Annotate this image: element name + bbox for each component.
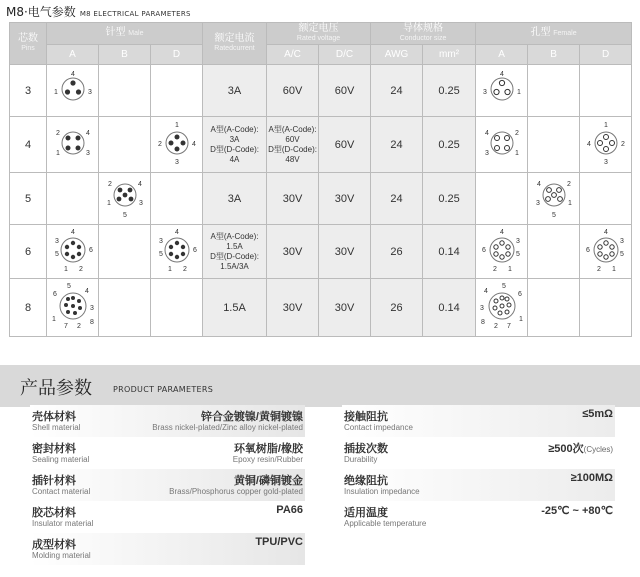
mm2: 0.25 — [423, 173, 476, 225]
header-ac: A/C — [267, 45, 319, 65]
pins-count: 3 — [10, 65, 47, 117]
connector-icon — [48, 121, 98, 165]
header-male-b: B — [99, 45, 151, 65]
female-a-3pin-diagram — [476, 65, 528, 117]
connector-icon — [477, 68, 527, 110]
voltage-dc: 60V — [319, 65, 371, 117]
svg-text:5: 5 — [54, 251, 59, 258]
svg-text:6: 6 — [518, 291, 522, 298]
header-mm2: mm² — [423, 45, 476, 65]
male-d-4pin-diagram — [151, 117, 203, 173]
pins-count: 4 — [10, 117, 47, 173]
svg-text:2: 2 — [182, 266, 187, 273]
svg-text:2: 2 — [596, 266, 601, 273]
header-rated-voltage: 额定电压 Rated voltage — [267, 23, 371, 45]
svg-text:8: 8 — [481, 319, 485, 326]
empty-cell — [99, 225, 151, 279]
svg-text:2: 2 — [77, 323, 81, 330]
male-a-8pin-diagram — [47, 279, 99, 337]
svg-text:1: 1 — [55, 150, 60, 157]
connector-icon — [477, 226, 527, 274]
svg-text:6: 6 — [53, 291, 57, 298]
svg-text:2: 2 — [157, 141, 162, 148]
empty-cell — [47, 173, 99, 225]
rated-current: A型(A-Code): 3A D型(D-Code): 4A — [203, 117, 267, 173]
connector-icon — [581, 226, 631, 274]
svg-text:4: 4 — [137, 181, 142, 188]
connector-icon — [476, 280, 528, 332]
param-row — [30, 501, 615, 533]
pins-count: 6 — [10, 225, 47, 279]
female-a-4pin-diagram — [476, 117, 528, 173]
svg-text:3: 3 — [619, 238, 624, 245]
female-a-8pin-diagram — [476, 279, 528, 337]
product-title-cn: 产品参数 — [20, 378, 92, 399]
svg-text:3: 3 — [85, 150, 90, 157]
empty-cell — [528, 279, 580, 337]
svg-text:2: 2 — [492, 266, 497, 273]
svg-text:3: 3 — [174, 159, 179, 166]
empty-cell — [580, 279, 632, 337]
voltage-ac: 60V — [267, 65, 319, 117]
empty-cell — [151, 279, 203, 337]
header-female-a: A — [476, 45, 528, 65]
header-conductor-size: 导体规格 Conductor size — [371, 23, 476, 45]
voltage-ac: 30V — [267, 173, 319, 225]
pin-label: 3 — [482, 89, 487, 96]
param-insulator-material: 胶芯材料 Insulator material PA66 — [32, 504, 303, 528]
param-row — [30, 405, 615, 437]
param-applicable-temperature: 适用温度 Applicable temperature -25℃ ~ +80℃ — [344, 505, 613, 528]
table-row — [10, 173, 632, 225]
connector-icon — [477, 121, 527, 165]
empty-cell — [580, 65, 632, 117]
svg-text:4: 4 — [191, 141, 196, 148]
header-awg: AWG — [371, 45, 423, 65]
svg-text:1: 1 — [174, 122, 179, 129]
svg-text:2: 2 — [566, 181, 571, 188]
pin-label: 3 — [87, 89, 92, 96]
pins-count: 8 — [10, 279, 47, 337]
male-a-6pin-diagram — [47, 225, 99, 279]
svg-text:4: 4 — [70, 229, 75, 236]
svg-text:4: 4 — [174, 229, 179, 236]
svg-text:3: 3 — [484, 150, 489, 157]
svg-text:2: 2 — [494, 323, 498, 330]
svg-text:5: 5 — [67, 283, 71, 290]
empty-cell — [476, 173, 528, 225]
awg: 24 — [371, 65, 423, 117]
svg-text:1: 1 — [167, 266, 172, 273]
awg: 24 — [371, 117, 423, 173]
svg-text:4: 4 — [484, 288, 488, 295]
svg-text:8: 8 — [90, 319, 94, 326]
svg-text:5: 5 — [551, 212, 556, 219]
voltage-dc: 60V — [319, 117, 371, 173]
svg-text:3: 3 — [480, 305, 484, 312]
svg-text:3: 3 — [535, 200, 540, 207]
svg-text:1: 1 — [603, 122, 608, 129]
svg-text:2: 2 — [620, 141, 625, 148]
svg-text:3: 3 — [158, 238, 163, 245]
table-row — [10, 279, 632, 337]
connector-icon — [529, 173, 579, 221]
header-female: 孔型 Female — [476, 23, 632, 45]
pin-label: 4 — [70, 71, 75, 78]
voltage-dc: 30V — [319, 225, 371, 279]
connector-icon — [152, 119, 202, 167]
empty-cell — [528, 117, 580, 173]
header-female-d: D — [580, 45, 632, 65]
svg-text:2: 2 — [514, 130, 519, 137]
svg-text:6: 6 — [88, 247, 93, 254]
param-contact-material: 插针材料 Contact material 黄铜/磷铜镀金 Brass/Phosphorus copper gold-plated — [30, 469, 305, 501]
electrical-title-en: M8 ELECTRICAL PARAMETERS — [79, 10, 191, 18]
svg-text:3: 3 — [54, 238, 59, 245]
table-row — [10, 117, 632, 173]
mm2: 0.25 — [423, 65, 476, 117]
rated-current: A型(A-Code): 1.5A D型(D-Code): 1.5A/3A — [203, 225, 267, 279]
svg-text:7: 7 — [507, 323, 511, 330]
empty-cell — [528, 65, 580, 117]
awg: 24 — [371, 173, 423, 225]
svg-text:1: 1 — [567, 200, 572, 207]
empty-cell — [528, 225, 580, 279]
header-pins: 芯数 Pins — [10, 23, 47, 65]
param-row — [30, 533, 615, 565]
svg-text:5: 5 — [122, 212, 127, 219]
param-row — [30, 437, 615, 469]
svg-text:1: 1 — [519, 316, 523, 323]
svg-text:3: 3 — [603, 159, 608, 166]
female-d-4pin-diagram — [580, 117, 632, 173]
connector-icon — [47, 280, 99, 332]
voltage-ac: 30V — [267, 279, 319, 337]
mm2: 0.14 — [423, 225, 476, 279]
rated-current: 3A — [203, 173, 267, 225]
svg-text:4: 4 — [499, 229, 504, 236]
electrical-title-cn: M8·电气参数 — [6, 5, 76, 19]
male-a-3pin-diagram — [47, 65, 99, 117]
table-row — [10, 65, 632, 117]
header-female-b: B — [528, 45, 580, 65]
empty-cell — [580, 173, 632, 225]
svg-text:1: 1 — [514, 150, 519, 157]
header-male: 针型 Male — [47, 23, 203, 45]
connector-icon — [100, 173, 150, 221]
connector-icon — [581, 119, 631, 167]
svg-text:3: 3 — [138, 200, 143, 207]
mm2: 0.25 — [423, 117, 476, 173]
param-contact-impedance: 接触阻抗 Contact impedance ≤5mΩ — [342, 405, 615, 437]
param-sealing-material: 密封材料 Sealing material 环氧树脂/橡胶 Epoxy resin/Rubber — [32, 443, 303, 464]
pins-count: 5 — [10, 173, 47, 225]
rated-current: 1.5A — [203, 279, 267, 337]
voltage-ac: A型(A-Code): 60V D型(D-Code): 48V — [267, 117, 319, 173]
connector-icon — [48, 68, 98, 110]
voltage-dc: 30V — [319, 173, 371, 225]
svg-text:2: 2 — [55, 130, 60, 137]
svg-text:1: 1 — [63, 266, 68, 273]
svg-text:4: 4 — [85, 288, 89, 295]
voltage-ac: 30V — [267, 225, 319, 279]
pin-label: 4 — [499, 71, 504, 78]
electrical-parameters-table — [9, 22, 632, 337]
svg-text:6: 6 — [481, 247, 486, 254]
svg-text:1: 1 — [611, 266, 616, 273]
voltage-dc: 30V — [319, 279, 371, 337]
param-durability: 插拔次数 Durability ≥500次(Cycles) — [344, 443, 613, 464]
svg-text:5: 5 — [515, 251, 520, 258]
male-b-5pin-diagram — [99, 173, 151, 225]
svg-text:5: 5 — [502, 283, 506, 290]
awg: 26 — [371, 279, 423, 337]
empty-cell — [99, 279, 151, 337]
awg: 26 — [371, 225, 423, 279]
svg-text:3: 3 — [90, 305, 94, 312]
svg-text:3: 3 — [515, 238, 520, 245]
empty-cell — [151, 173, 203, 225]
rated-current: 3A — [203, 65, 267, 117]
svg-text:1: 1 — [507, 266, 512, 273]
param-insulation-impedance: 绝缘阻抗 Insulation impedance ≥100MΩ — [342, 469, 615, 501]
svg-text:5: 5 — [619, 251, 624, 258]
svg-text:2: 2 — [78, 266, 83, 273]
empty-cell — [99, 65, 151, 117]
header-male-d: D — [151, 45, 203, 65]
svg-text:1: 1 — [52, 316, 56, 323]
svg-text:6: 6 — [585, 247, 590, 254]
pin-label: 1 — [516, 89, 521, 96]
svg-text:4: 4 — [603, 229, 608, 236]
svg-text:4: 4 — [484, 130, 489, 137]
female-a-6pin-diagram — [476, 225, 528, 279]
svg-text:1: 1 — [106, 200, 111, 207]
svg-text:6: 6 — [192, 247, 197, 254]
param-shell-material: 壳体材料 Shell material 锌合金镀镍/黄铜镀镍 Brass nickel-plated/Zinc alloy nickel-plated — [30, 405, 305, 437]
female-d-6pin-diagram — [580, 225, 632, 279]
param-row — [30, 469, 615, 501]
svg-text:4: 4 — [586, 141, 591, 148]
electrical-title — [6, 3, 191, 21]
product-title-en: PRODUCT PARAMETERS — [113, 385, 214, 394]
svg-text:7: 7 — [64, 323, 68, 330]
header-male-a: A — [47, 45, 99, 65]
svg-text:5: 5 — [158, 251, 163, 258]
pin-label: 1 — [53, 89, 58, 96]
mm2: 0.14 — [423, 279, 476, 337]
connector-icon — [48, 226, 98, 274]
empty-cell — [151, 65, 203, 117]
header-rated-current: 额定电流 Ratedcurrent — [203, 23, 267, 65]
male-d-6pin-diagram — [151, 225, 203, 279]
table-row — [10, 225, 632, 279]
product-parameters-header — [0, 365, 640, 407]
svg-text:4: 4 — [536, 181, 541, 188]
svg-text:4: 4 — [85, 130, 90, 137]
empty-cell — [99, 117, 151, 173]
param-molding-material: 成型材料 Molding material TPU/PVC — [30, 533, 305, 565]
connector-icon — [152, 226, 202, 274]
svg-text:2: 2 — [107, 181, 112, 188]
female-b-5pin-diagram — [528, 173, 580, 225]
male-a-4pin-diagram — [47, 117, 99, 173]
header-dc: D/C — [319, 45, 371, 65]
